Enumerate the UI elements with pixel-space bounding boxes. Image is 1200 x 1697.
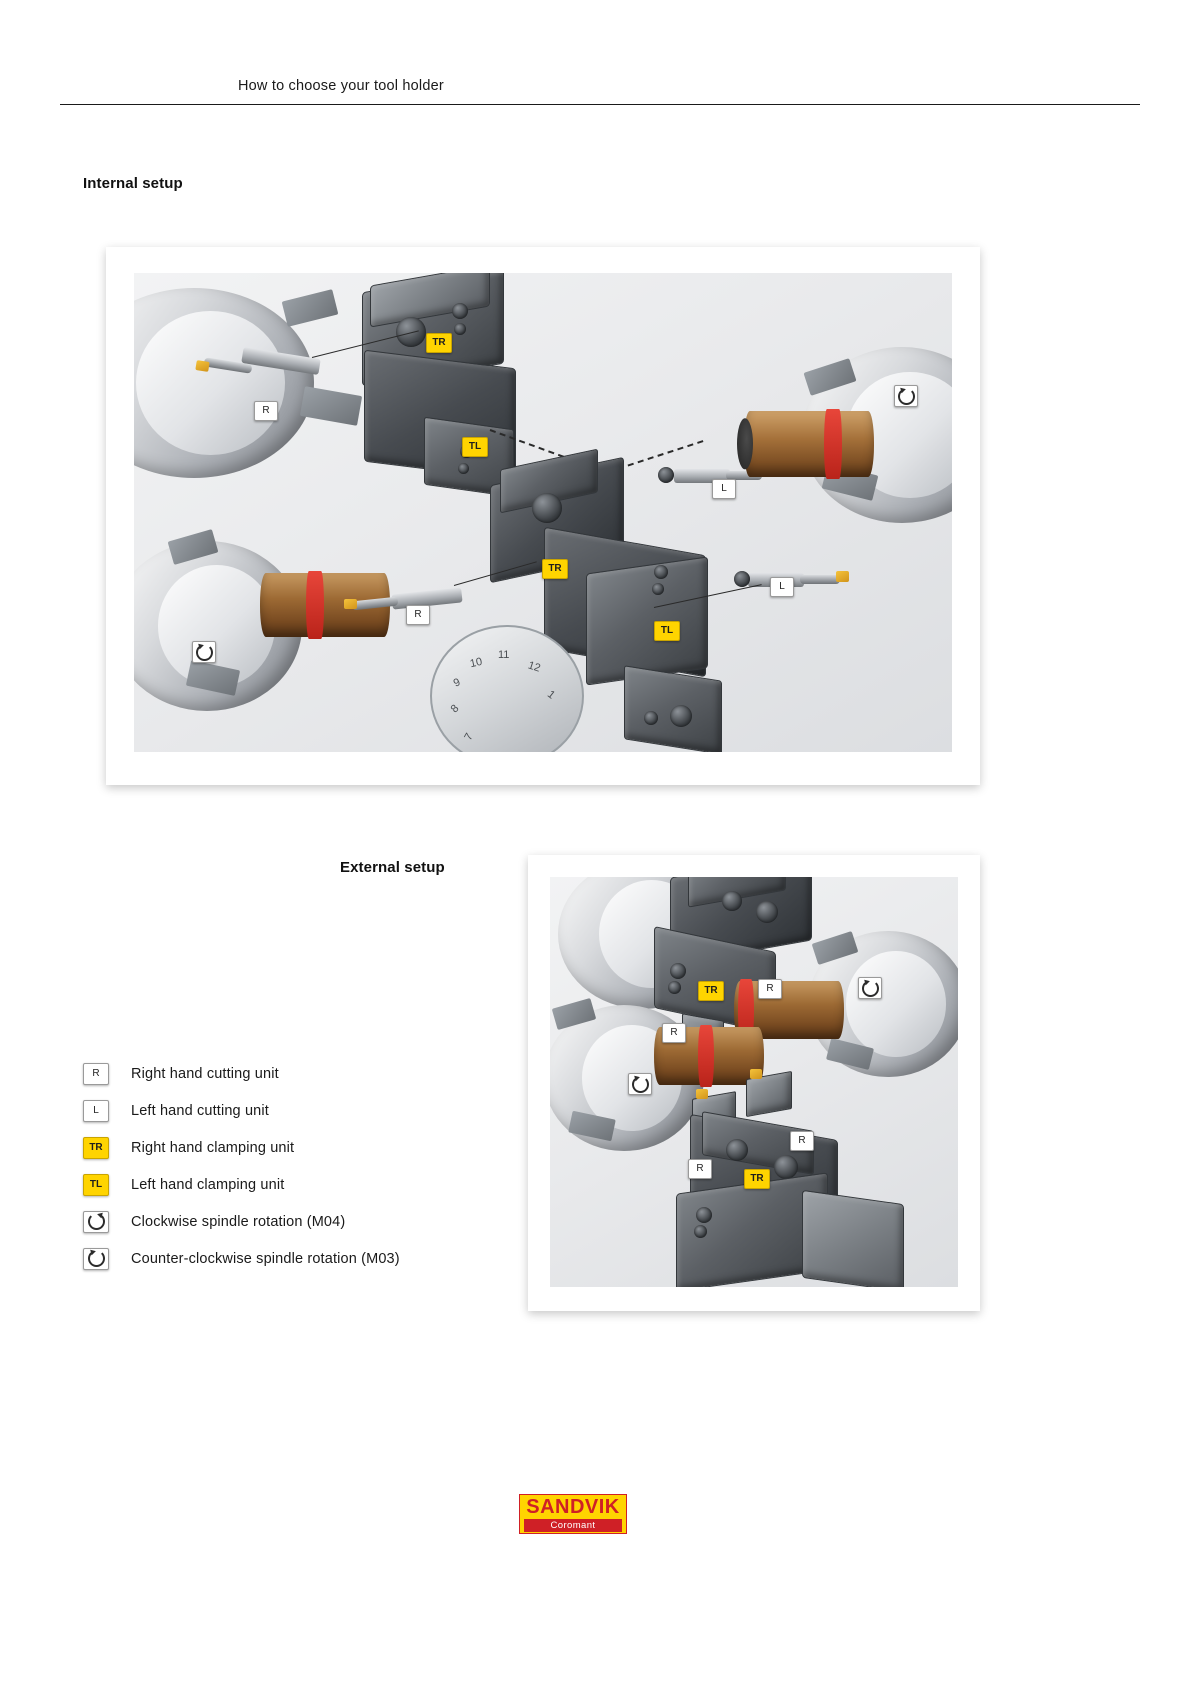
tag-clamping-unit-tr: TR [426, 333, 452, 353]
legend-item-clockwise-spindle-rotation [83, 1203, 503, 1240]
cutting-insert [750, 1069, 762, 1079]
tag-cutting-unit-r: R [688, 1159, 712, 1179]
legend-symbol-tl: TL [83, 1174, 109, 1196]
dial-number: 9 [451, 676, 463, 690]
tag-cutting-unit-r: R [758, 979, 782, 999]
tag-cutting-unit-r: R [406, 605, 430, 625]
external-setup-figure [528, 855, 980, 1311]
legend-symbol-r: R [83, 1063, 109, 1085]
red-band [824, 409, 842, 479]
tag-cutting-unit-l: L [770, 577, 794, 597]
lower-turret-side [586, 556, 708, 685]
legend-symbol-l: L [83, 1100, 109, 1122]
counter-clockwise-rotation-icon [858, 977, 882, 999]
cutting-insert [836, 571, 849, 582]
tag-cutting-unit-r: R [254, 401, 278, 421]
external-setup-illustration [550, 877, 958, 1287]
cutting-insert [696, 1089, 708, 1099]
external-setup-title: External setup [340, 859, 445, 876]
legend [83, 1055, 503, 1277]
dial-number: 12 [526, 659, 542, 675]
bolt-hole [644, 711, 658, 725]
bore-hole [670, 705, 692, 727]
bottom-turret-side [802, 1190, 904, 1287]
bolt-hole [668, 981, 681, 994]
internal-setup-figure [106, 247, 980, 785]
tag-clamping-unit-tr: TR [542, 559, 568, 579]
tag-clamping-unit-tl: TL [462, 437, 488, 457]
legend-label: Right hand cutting unit [131, 1065, 279, 1082]
legend-item-left-hand-cutting-unit [83, 1092, 503, 1129]
tag-clamping-unit-tr: TR [698, 981, 724, 1001]
bore-hole [734, 571, 750, 587]
dial-number: 8 [448, 702, 462, 716]
bore-hole [726, 1139, 748, 1161]
workpiece-bar [744, 411, 874, 477]
tag-cutting-unit-r: R [790, 1131, 814, 1151]
bore-hole [532, 493, 562, 523]
clockwise-rotation-icon [83, 1211, 109, 1233]
bolt-hole [670, 963, 686, 979]
bolt-hole [654, 565, 668, 579]
legend-item-left-hand-clamping-unit [83, 1166, 503, 1203]
red-band [698, 1025, 714, 1087]
bore-hole [658, 467, 674, 483]
internal-setup-title: Internal setup [83, 175, 183, 192]
dial-number: 11 [498, 649, 510, 661]
header-divider [60, 104, 1140, 105]
header-title: How to choose your tool holder [238, 78, 444, 94]
legend-label: Right hand clamping unit [131, 1139, 295, 1156]
page-header [60, 78, 1140, 105]
legend-item-right-hand-cutting-unit [83, 1055, 503, 1092]
dial-number: 10 [468, 655, 484, 671]
bolt-hole [452, 303, 468, 319]
counter-clockwise-rotation-icon [628, 1073, 652, 1095]
logo-sub-text: Coromant [524, 1519, 622, 1532]
chuck-jaw [282, 289, 339, 327]
boring-bar [800, 575, 840, 584]
tag-clamping-unit-tr: TR [744, 1169, 770, 1189]
sandvik-coromant-logo [519, 1494, 627, 1534]
counter-clockwise-rotation-icon [894, 385, 918, 407]
dial-number: 1 [544, 688, 558, 702]
bolt-hole [696, 1207, 712, 1223]
bore-hole [774, 1155, 798, 1179]
legend-label: Clockwise spindle rotation (M04) [131, 1213, 346, 1230]
legend-symbol-tr: TR [83, 1137, 109, 1159]
counter-clockwise-rotation-icon [192, 641, 216, 663]
internal-setup-illustration [134, 273, 952, 752]
red-band [306, 571, 324, 639]
legend-item-right-hand-clamping-unit [83, 1129, 503, 1166]
counter-clockwise-rotation-icon [83, 1248, 109, 1270]
tag-clamping-unit-tl: TL [654, 621, 680, 641]
bolt-hole [694, 1225, 707, 1238]
bolt-hole [458, 463, 469, 474]
legend-label: Left hand cutting unit [131, 1102, 269, 1119]
bolt-hole [722, 891, 742, 911]
cutting-insert [344, 599, 357, 609]
bolt-hole [454, 323, 466, 335]
dial-number: 7 [462, 731, 476, 743]
cutting-insert [195, 360, 209, 372]
legend-label: Counter-clockwise spindle rotation (M03) [131, 1250, 400, 1267]
tag-cutting-unit-r: R [662, 1023, 686, 1043]
logo-brand-text: SANDVIK [526, 1496, 620, 1518]
legend-item-counter-clockwise-spindle-rotation [83, 1240, 503, 1277]
tag-cutting-unit-l: L [712, 479, 736, 499]
chuck-jaw [300, 386, 362, 426]
bolt-hole [652, 583, 664, 595]
bore-hole [756, 901, 778, 923]
legend-label: Left hand clamping unit [131, 1176, 285, 1193]
